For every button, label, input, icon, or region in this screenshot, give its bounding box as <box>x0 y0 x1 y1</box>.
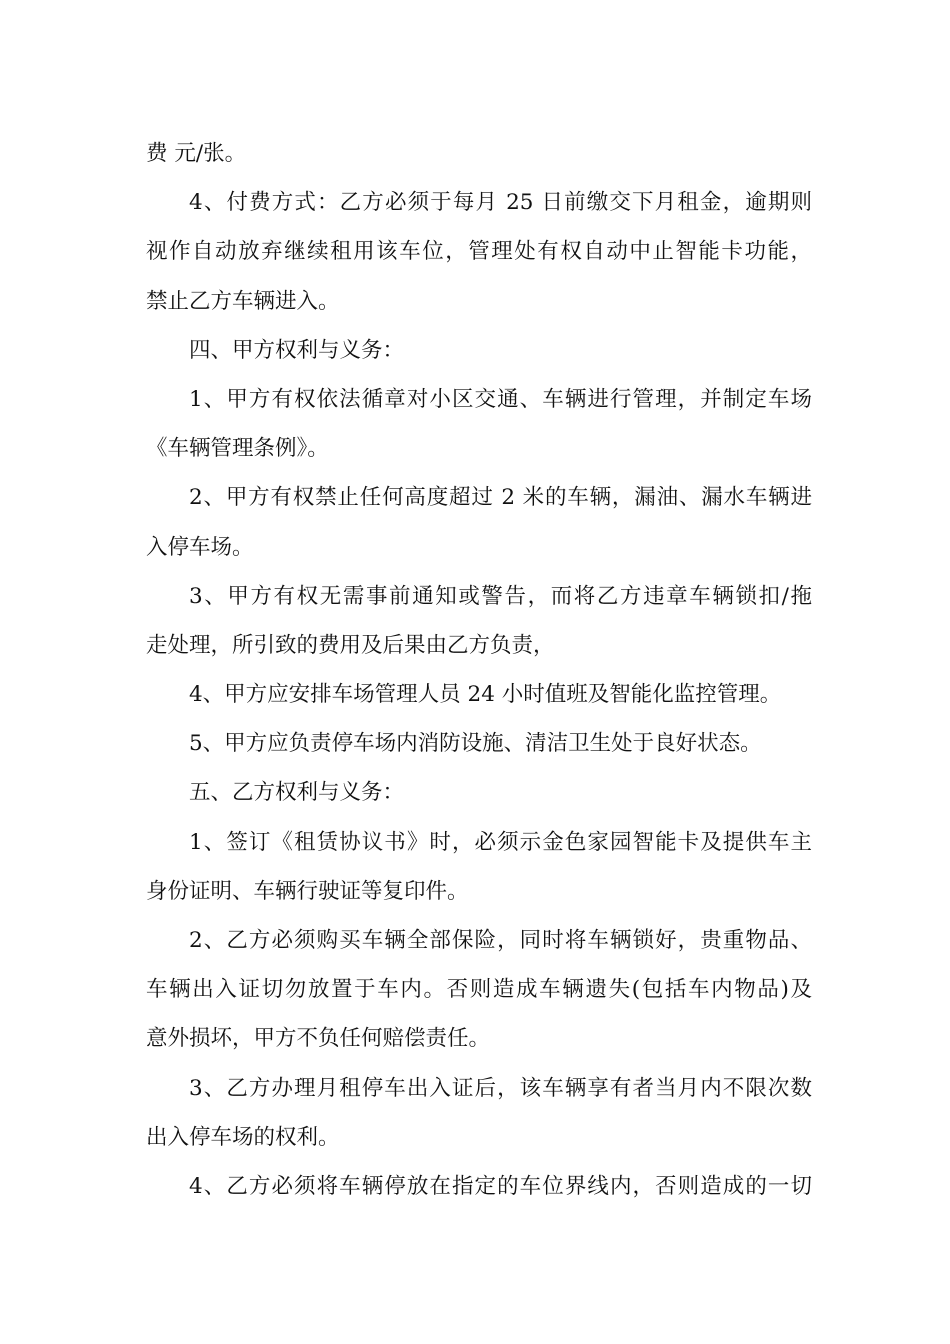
text-line: 车辆出入证切勿放置于车内。否则造成车辆遗失(包括车内物品)及 <box>146 977 812 1003</box>
text-line: 意外损坏，甲方不负任何赔偿责任。 <box>146 1026 491 1052</box>
text-line: 走处理，所引致的费用及后果由乙方负责， <box>146 632 555 658</box>
text-line: 1、甲方有权依法循章对小区交通、车辆进行管理，并制定车场 <box>189 386 812 412</box>
text-line: 3、乙方办理月租停车出入证后，该车辆享有者当月内不限次数 <box>189 1075 812 1101</box>
text-line: 身份证明、车辆行驶证等复印件。 <box>146 878 469 904</box>
text-line: 4、付费方式：乙方必须于每月 25 日前缴交下月租金，逾期则 <box>189 190 812 216</box>
text-line: 2、乙方必须购买车辆全部保险，同时将车辆锁好，贵重物品、 <box>189 928 812 953</box>
section-heading: 五、乙方权利与义务： <box>189 780 405 806</box>
text-line: 5、甲方应负责停车场内消防设施、清洁卫生处于良好状态。 <box>189 731 762 757</box>
text-line: 《车辆管理条例》。 <box>146 436 329 462</box>
text-line: 禁止乙方车辆进入。 <box>146 288 340 314</box>
text-line: 4、甲方应安排车场管理人员 24 小时值班及智能化监控管理。 <box>189 682 782 708</box>
text-line: 视作自动放弃继续租用该车位，管理处有权自动中止智能卡功能， <box>146 239 812 265</box>
document-body <box>146 129 812 1211</box>
text-line: 费 元/张。 <box>146 141 247 166</box>
text-line: 1、签订《租赁协议书》时，必须示金色家园智能卡及提供车主 <box>189 829 812 855</box>
text-line: 入停车场。 <box>146 534 254 560</box>
text-line: 2、甲方有权禁止任何高度超过 2 米的车辆，漏油、漏水车辆进 <box>189 485 812 511</box>
section-heading: 四、甲方权利与义务： <box>189 337 405 363</box>
text-line: 3、甲方有权无需事前通知或警告，而将乙方违章车辆锁扣/拖 <box>189 583 812 609</box>
text-line: 出入停车场的权利。 <box>146 1124 340 1150</box>
text-line: 4、乙方必须将车辆停放在指定的车位界线内，否则造成的一切 <box>189 1173 812 1199</box>
